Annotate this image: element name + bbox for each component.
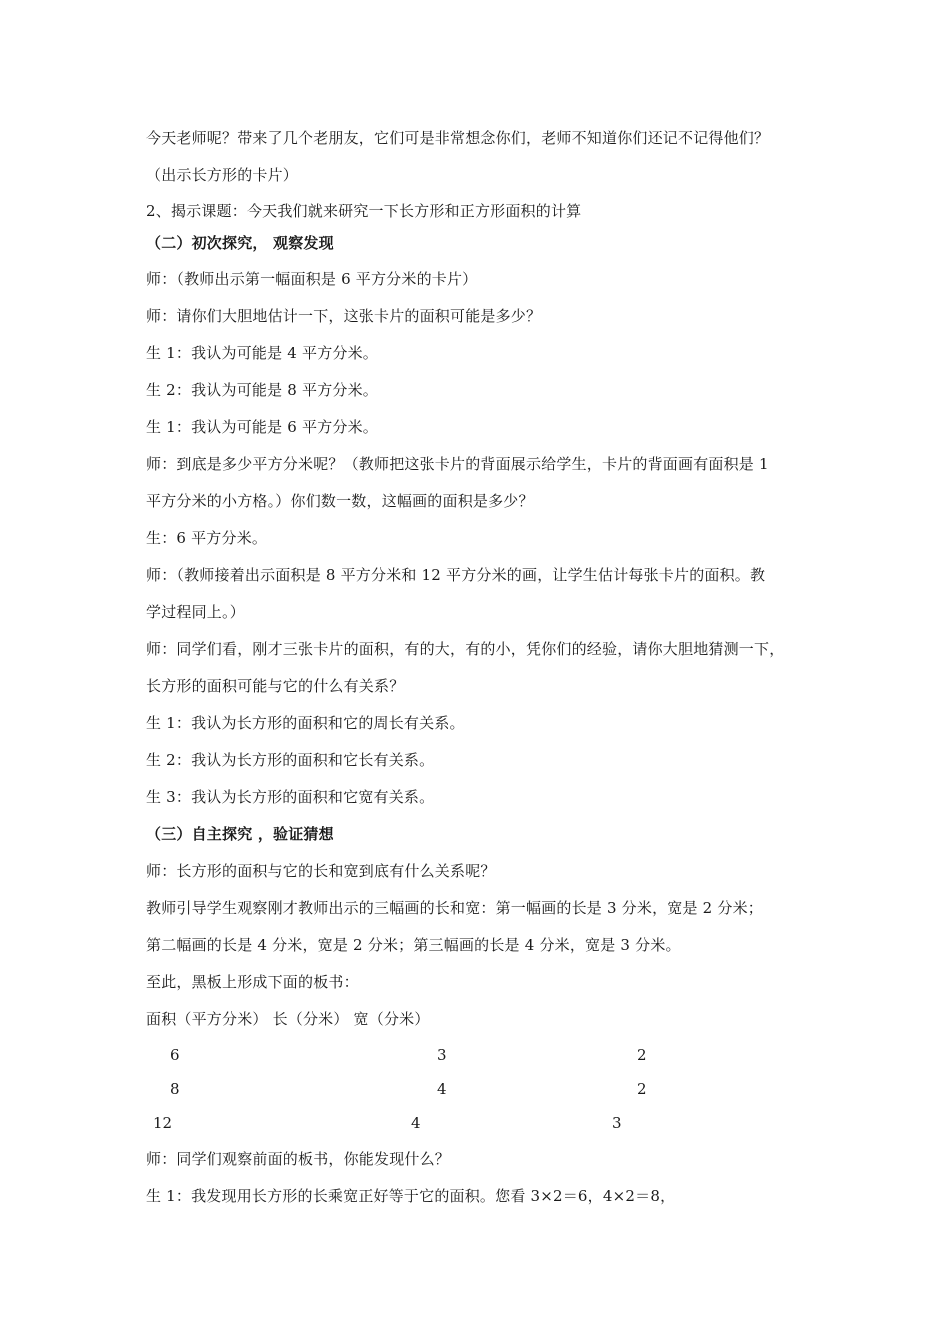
dialogue-line: 生 2：我认为长方形的面积和它长有关系。 (146, 751, 435, 769)
width-value: 2 (637, 1046, 647, 1064)
area-value: 12 (153, 1114, 173, 1132)
board-table-header: 面积（平方分米） 长（分米） 宽（分米） (146, 1010, 430, 1028)
dialogue-line: 师：到底是多少平方分米呢？（教师把这张卡片的背面展示给学生，卡片的背面画有面积是 1 (146, 455, 769, 473)
width-value: 2 (637, 1080, 647, 1098)
dialogue-line-continued: 长方形的面积可能与它的什么有关系？ (146, 677, 405, 695)
dialogue-line: 生：6 平方分米。 (146, 529, 268, 547)
dialogue-line: 生 2：我认为可能是 8 平方分米。 (146, 381, 378, 399)
paragraph-board-intro: 至此，黑板上形成下面的板书： (146, 973, 359, 991)
area-value: 6 (170, 1046, 180, 1064)
paragraph-topic: 2、揭示课题：今天我们就来研究一下长方形和正方形面积的计算 (146, 202, 582, 220)
dialogue-line: 师：同学们看，刚才三张卡片的面积，有的大，有的小，凭你们的经验，请你大胆地猜测一下， (146, 640, 785, 658)
dialogue-line: 师：同学们观察前面的板书，你能发现什么？ (146, 1150, 451, 1168)
length-value: 3 (437, 1046, 447, 1064)
dialogue-line: 生 1：我发现用长方形的长乘宽正好等于它的面积。您看 3×2＝6，4×2＝8， (146, 1187, 676, 1205)
section-heading-2: （二）初次探究， 观察发现 (146, 234, 334, 252)
paragraph-observe: 教师引导学生观察刚才教师出示的三幅画的长和宽：第一幅画的长是 3 分米，宽是 2 分米； (146, 899, 763, 917)
dialogue-line: 师：（教师出示第一幅面积是 6 平方分米的卡片） (146, 270, 478, 288)
area-value: 8 (170, 1080, 180, 1098)
paragraph-observe-continued: 第二幅画的长是 4 分米，宽是 2 分米；第三幅画的长是 4 分米，宽是 3 分米。 (146, 936, 681, 954)
length-value: 4 (437, 1080, 447, 1098)
dialogue-line: 生 1：我认为长方形的面积和它的周长有关系。 (146, 714, 465, 732)
dialogue-line: 生 1：我认为可能是 4 平方分米。 (146, 344, 378, 362)
dialogue-line: 师：（教师接着出示面积是 8 平方分米和 12 平方分米的画，让学生估计每张卡片的面积。教 (146, 566, 766, 584)
paragraph-show-card: （出示长方形的卡片） (146, 166, 299, 184)
dialogue-line-continued: 平方分米的小方格。）你们数一数，这幅画的面积是多少？ (146, 492, 534, 510)
width-value: 3 (612, 1114, 622, 1132)
section-heading-3: （三）自主探究 ，验证猜想 (146, 825, 334, 843)
length-value: 4 (411, 1114, 421, 1132)
dialogue-line-continued: 学过程同上。） (146, 603, 245, 621)
dialogue-line: 生 1：我认为可能是 6 平方分米。 (146, 418, 378, 436)
dialogue-line: 生 3：我认为长方形的面积和它宽有关系。 (146, 788, 435, 806)
dialogue-line: 师：请你们大胆地估计一下，这张卡片的面积可能是多少？ (146, 307, 542, 325)
paragraph-intro: 今天老师呢？带来了几个老朋友，它们可是非常想念你们，老师不知道你们还记不记得他们？ (146, 129, 770, 147)
dialogue-line: 师：长方形的面积与它的长和宽到底有什么关系呢？ (146, 862, 496, 880)
